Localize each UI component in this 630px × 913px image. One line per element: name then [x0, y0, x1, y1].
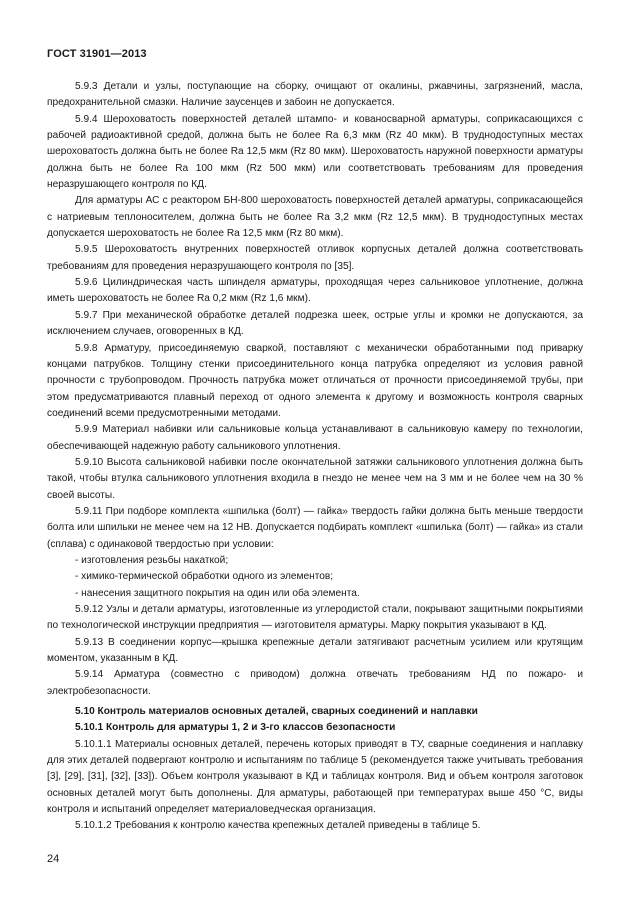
- document-code-header: ГОСТ 31901—2013: [47, 48, 147, 60]
- list-item: - химико-термической обработки одного из элементов;: [75, 571, 334, 583]
- paragraph-5-10-1-1: 5.10.1.1 Материалы основных деталей, перечень которых приводят в ТУ, сварные соединения и наплавку для этих деталей подвергают контролю и испытаниям по таблице 5 (рекомендуется также учитывать требования [3], [29], [31], [32], [33]). Объем контроля указывают в КД и таблицах контроля. Вид и объем контроля заготовок основных деталей могут быть дополнены. Для арматуры, работающей при температурах выше 450 °С, виды контроля и испытаний определяет материаловедческая организация.: [47, 738, 583, 816]
- paragraph-5-9-9: 5.9.9 Материал набивки или сальниковые кольца устанавливают в сальниковую камеру по технологии, обеспечивающей надежную работу сальникового уплотнения.: [47, 424, 583, 452]
- list-item: - нанесения защитного покрытия на один или оба элемента.: [75, 587, 360, 599]
- document-body: [47, 79, 583, 835]
- paragraph-5-9-7: 5.9.7 При механической обработке деталей подрезка шеек, острые углы и кромки не допускаются, за исключением случаев, оговоренных в КД.: [47, 309, 583, 338]
- paragraph-5-9-3: 5.9.3 Детали и узлы, поступающие на сборку, очищают от окалины, ржавчины, загрязнений, масла, предохранительной смазки. Наличие заусенцев и забоин не допускается.: [47, 81, 583, 109]
- paragraph-5-9-11: 5.9.11 При подборе комплекта «шпилька (болт) — гайка» твердость гайки должна быть меньше твердости болта или шпильки не менее чем на 12 НВ. Допускается подбирать комплект «шпилька (болт) — гайка» из стали (сплава) с одинаковой твердостью при условии:: [47, 505, 583, 550]
- section-heading-5-10: 5.10 Контроль материалов основных деталей, сварных соединений и наплавки: [75, 706, 478, 718]
- paragraph-5-9-5: 5.9.5 Шероховатость внутренних поверхностей отливок корпусных деталей должна соответствовать требованиям для проведения неразрушающего контроля по [35].: [47, 244, 583, 272]
- section-heading-5-10-1: 5.10.1 Контроль для арматуры 1, 2 и 3-го классов безопасности: [75, 722, 396, 734]
- paragraph-5-9-14: 5.9.14 Арматура (совместно с приводом) должна отвечать требованиям НД по пожаро- и электробезопасности.: [47, 669, 583, 697]
- paragraph-5-10-1-2: 5.10.1.2 Требования к контролю качества крепежных деталей приведены в таблице 5.: [75, 820, 481, 832]
- paragraph-5-9-4: 5.9.4 Шероховатость поверхностей деталей штампо- и кованосварной арматуры, соприкасающихся с рабочей радиоактивной средой, должна быть не более Ra 6,3 мкм (Rz 40 мкм). В труднодоступных местах шероховатость должна быть не более Ra 12,5 мкм (Rz 80 мкм). Шероховатость наружной поверхности арматуры должна быть не более Ra 100 мкм (Rz 500 мкм) или соответствовать требованиям для проведения неразрушающего контроля по КД.: [47, 113, 583, 191]
- paragraph-5-9-13: 5.9.13 В соединении корпус—крышка крепежные детали затягивают расчетным усилием или крутящим моментом, указанным в КД.: [47, 636, 583, 665]
- page-number: 24: [47, 853, 60, 865]
- paragraph-5-9-10: 5.9.10 Высота сальниковой набивки после окончательной затяжки сальникового уплотнения должна быть такой, чтобы втулка сальникового уплотнения входила в гнездо не менее чем на 3 мм и не более чем на 30 % своей высоты.: [47, 456, 583, 501]
- paragraph-5-9-12: 5.9.12 Узлы и детали арматуры, изготовленные из углеродистой стали, покрывают защитными покрытиями по технологической инструкции предприятия — изготовителя арматуры. Марку покрытия указывают в КД.: [47, 604, 583, 632]
- paragraph-5-9-6: 5.9.6 Цилиндрическая часть шпинделя арматуры, проходящая через сальниковое уплотнение, должна иметь шероховатость не более Ra 0,2 мкм (Rz 1,6 мкм).: [47, 277, 583, 305]
- paragraph-bn-800: Для арматуры АС с реактором БН-800 шероховатость поверхностей деталей арматуры, соприкасающейся с натриевым теплоносителем, должна быть не более Ra 3,2 мкм (Rz 12,5 мкм). В труднодоступных местах допускается шероховатость не более Ra 12,5 мкм (Rz 80 мкм).: [47, 195, 583, 240]
- list-item: - изготовления резьбы накаткой;: [75, 554, 229, 566]
- paragraph-5-9-8: 5.9.8 Арматуру, присоединяемую сваркой, поставляют с механически обработанными под приварку концами патрубков. Толщину стенки присоединительного конца патрубка определяют из условия равной прочности с трубопроводом. Прочность патрубка может отличаться от прочности присоединяемой трубы, при этом предусматриваются плавный переход от одного элемента к другому и возможность контроля сварных соединений всеми предусмотренными методами.: [47, 342, 583, 419]
